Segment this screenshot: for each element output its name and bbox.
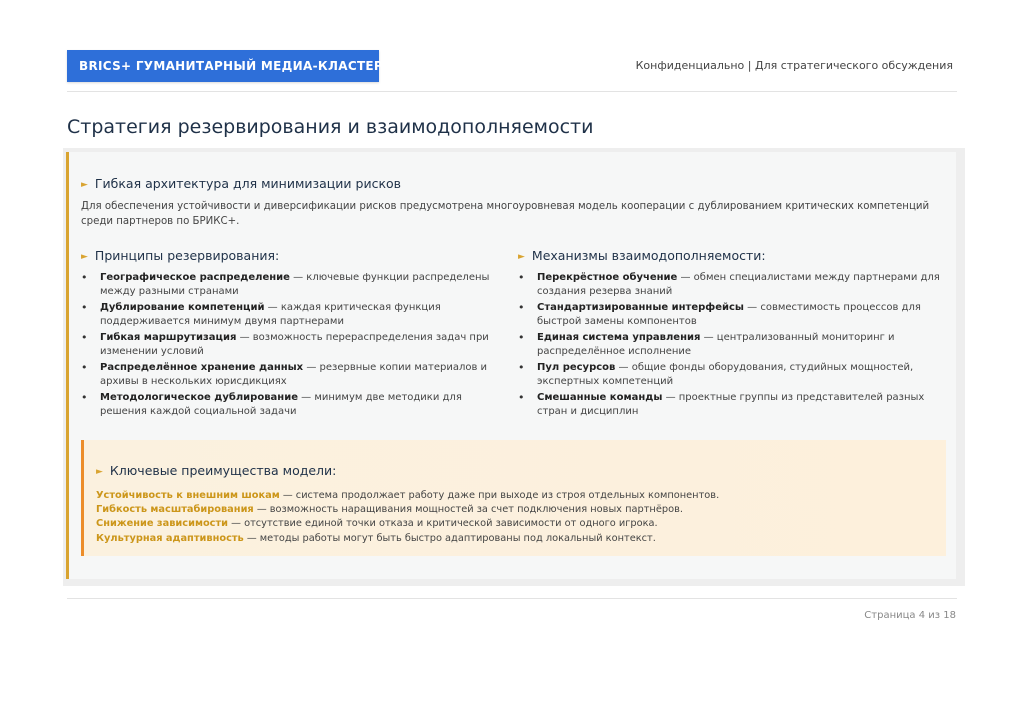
advantage-line: Культурная адаптивность — методы работы могут быть быстро адаптированы под локальный контекст. [96,532,656,544]
list-item: • Методологическое дублирование — минимум две методики для решения каждой социальной задачи [81,391,511,420]
list-item: • Дублирование компетенций — каждая критическая функция поддерживается минимум двумя партнерами [81,301,511,330]
mechanisms-list [518,271,948,420]
advantage-line: Снижение зависимости — отсутствие единой точки отказа и критической зависимости от одного игрока. [96,518,658,530]
list-item: • Перекрёстное обучение — обмен специалистами между партнерами для создания резерва знаний [518,271,948,300]
triangle-right-icon: ► [81,252,88,262]
triangle-right-icon: ► [518,252,525,262]
page-number: Страница 4 из 18 [864,610,956,621]
principles-heading [81,248,279,263]
triangle-right-icon: ► [81,180,88,190]
brand-banner: BRICS+ ГУМАНИТАРНЫЙ МЕДИА-КЛАСТЕР [67,50,379,82]
advantage-line: Гибкость масштабирования — возможность наращивания мощностей за счет подключения новых партнёров. [96,504,683,516]
advantages-heading-text: Ключевые преимущества модели: [109,463,337,478]
advantages-heading [96,463,336,478]
list-item: • Стандартизированные интерфейсы — совместимость процессов для быстрой замены компонентов [518,301,948,330]
page-header [67,50,957,92]
page-title: Стратегия резервирования и взаимодополняемости [67,116,594,138]
list-item: • Гибкая маршрутизация — возможность перераспределения задач при изменении условий [81,331,511,360]
advantage-line: Устойчивость к внешним шокам — система продолжает работу даже при выходе из строя отдельных компонентов. [96,490,720,501]
confidential-label: Конфиденциально | Для стратегического обсуждения [635,59,953,72]
list-item: • Географическое распределение — ключевые функции распределены между разными странами [81,271,511,300]
advantages-list [96,489,719,546]
advantages-box [81,440,946,556]
list-item: • Распределённое хранение данных — резервные копии материалов и архивы в нескольких юрисдикциях [81,361,511,390]
flexible-architecture-heading [81,176,401,191]
triangle-right-icon: ► [96,467,103,477]
mechanisms-heading [518,248,766,263]
list-item: • Единая система управления — централизованный мониторинг и распределённое исполнение [518,331,948,360]
principles-list [81,271,511,420]
flexible-heading-text: Гибкая архитектура для минимизации рисков [94,176,402,191]
mechanisms-heading-text: Механизмы взаимодополняемости: [531,248,766,263]
principles-heading-text: Принципы резервирования: [94,248,280,263]
list-item: • Пул ресурсов — общие фонды оборудования, студийных мощностей, экспертных компетенций [518,361,948,390]
list-item: • Смешанные команды — проектные группы из представителей разных стран и дисциплин [518,391,948,420]
flexible-architecture-text: Для обеспечения устойчивости и диверсификации рисков предусмотрена многоуровневая модель кооперации с дублированием критических компетенций среди партнеров по БРИКС+. [81,201,930,227]
footer-divider [67,598,957,599]
